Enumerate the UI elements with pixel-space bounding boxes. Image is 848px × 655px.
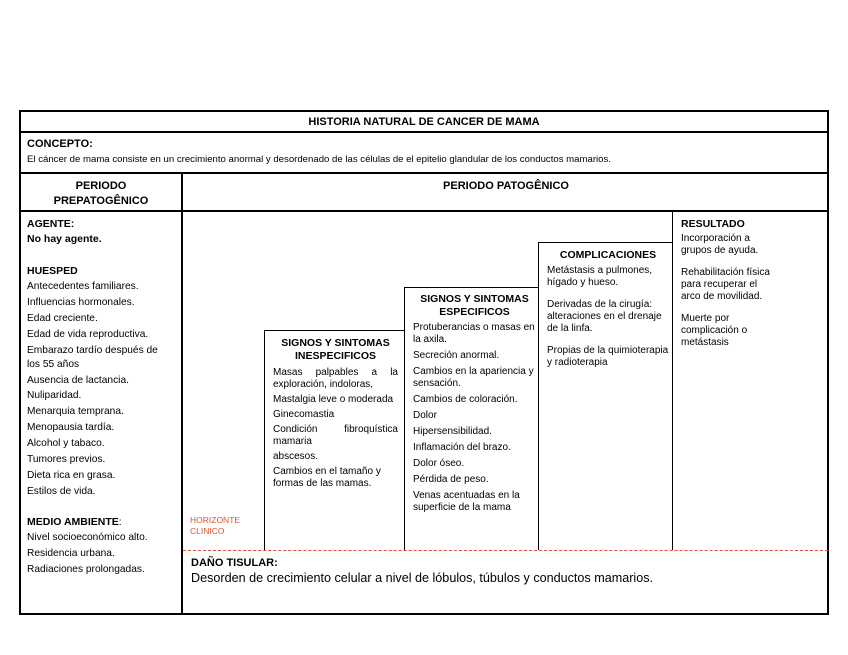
stair-line	[538, 242, 539, 550]
page-title: HISTORIA NATURAL DE CANCER DE MAMA	[308, 116, 540, 128]
agente-value: No hay agente.	[27, 233, 102, 245]
medio-list	[27, 530, 179, 578]
medio-ambiente-label	[27, 514, 179, 530]
especificos-section	[413, 293, 536, 514]
complicaciones-item: Metástasis a pulmones, hígado y hueso.	[547, 265, 653, 288]
huesped-item: Estilos de vida.	[27, 485, 96, 497]
huesped-item: los 55 años	[27, 358, 80, 370]
stair-line	[264, 330, 405, 331]
horizonte-line1: HORIZONTE	[190, 515, 241, 525]
stair-line	[404, 287, 539, 288]
resultado-item: Muerte por complicación o metástasis	[681, 313, 748, 348]
huesped-item: Influencias hormonales.	[27, 296, 135, 308]
huesped-list	[27, 279, 179, 500]
especificos-title-line2: ESPECIFICOS	[439, 306, 510, 318]
especificos-item: Cambios de coloración.	[413, 394, 518, 405]
inespecificos-title	[273, 337, 398, 363]
resultado-title: RESULTADO	[681, 218, 745, 230]
inespecificos-item: Condición fibroquística mamaria	[273, 424, 398, 447]
huesped-item: Ausencia de lactancia.	[27, 374, 129, 386]
column-divider	[181, 172, 183, 615]
stair-line	[672, 210, 673, 550]
especificos-title-line1: SIGNOS Y SINTOMAS	[420, 293, 529, 305]
huesped-label: HUESPED	[27, 265, 78, 277]
prepatogenico-header-line2: PREPATOGÊNICO	[53, 195, 149, 207]
concepto-text: El cáncer de mama consiste en un crecimiento anormal y desordenado de las células de el epitelio glandular de los conductos mamarios.	[27, 154, 611, 165]
divider	[19, 172, 829, 174]
resultado-section	[681, 218, 771, 349]
especificos-item: Dolor óseo.	[413, 458, 465, 469]
huesped-item: Alcohol y tabaco.	[27, 438, 105, 450]
complicaciones-item: Derivadas de la cirugía: alteraciones en el drenaje de la linfa.	[547, 299, 662, 334]
concepto-section	[27, 138, 827, 165]
medio-label: MEDIO AMBIENTE	[27, 515, 119, 528]
huesped-item: Antecedentes familiares.	[27, 281, 139, 292]
horizonte-clinico-label	[190, 515, 240, 537]
stair-line	[264, 330, 265, 550]
prepatogenico-content	[27, 217, 179, 578]
huesped-item: Tumores previos.	[27, 454, 106, 466]
medio-item: Nivel socioeconómico alto.	[27, 531, 148, 543]
especificos-item: Secreción anormal.	[413, 350, 500, 361]
agente-label: AGENTE:	[27, 218, 75, 230]
medio-colon: :	[118, 515, 122, 528]
resultado-item: Incorporación a grupos de ayuda.	[681, 233, 759, 256]
especificos-title	[413, 293, 536, 319]
inespecificos-item: abscesos.	[273, 451, 319, 462]
resultado-item: Rehabilitación física para recuperar el arco de movilidad.	[681, 267, 770, 302]
especificos-item: Dolor	[413, 410, 437, 421]
huesped-item: Edad creciente.	[27, 312, 98, 324]
inespecificos-item: Ginecomastia	[273, 409, 335, 420]
prepatogenico-header	[21, 179, 181, 209]
especificos-item: Hipersensibilidad.	[413, 426, 492, 437]
complicaciones-section	[547, 249, 669, 369]
complicaciones-title: COMPLICACIONES	[559, 249, 657, 261]
huesped-item: Nuliparidad.	[27, 390, 82, 402]
complicaciones-item: Propias de la quimioterapia y radioterapia	[547, 345, 669, 368]
huesped-item: Menopausia tardía.	[27, 422, 115, 434]
especificos-item: Pérdida de peso.	[413, 474, 489, 485]
huesped-item: Menarquia temprana.	[27, 406, 124, 418]
inespecificos-item: Mastalgia leve o moderada	[273, 394, 394, 405]
concepto-label: CONCEPTO:	[27, 138, 93, 150]
divider	[19, 210, 829, 212]
medio-item: Radiaciones prolongadas.	[27, 563, 145, 575]
dano-tisular-section	[191, 557, 821, 585]
inespecificos-title-line1: SIGNOS Y SINTOMAS	[281, 337, 390, 349]
especificos-item: Inflamación del brazo.	[413, 442, 511, 453]
dano-tisular-label: DAÑO TISULAR:	[191, 557, 278, 569]
inespecificos-section	[273, 337, 398, 490]
stair-line	[538, 242, 673, 243]
dano-tisular-text: Desorden de crecimiento celular a nivel de lóbulos, túbulos y conductos mamarios.	[191, 571, 654, 585]
inespecificos-title-line2: INESPECIFICOS	[294, 350, 377, 362]
huesped-item: Dieta rica en grasa.	[27, 469, 116, 481]
medio-item: Residencia urbana.	[27, 547, 115, 559]
especificos-item: Cambios en la apariencia y sensación.	[413, 366, 534, 389]
inespecificos-item: Masas palpables a la exploración, indoloras,	[273, 367, 398, 390]
huesped-item: Edad de vida reproductiva.	[27, 328, 149, 340]
especificos-item: Protuberancias o masas en la axila.	[413, 322, 535, 345]
patogenico-header: PERIODO PATOGÊNICO	[443, 180, 569, 192]
especificos-item: Venas acentuadas en la superficie de la mama	[413, 490, 520, 513]
prepatogenico-header-line1: PERIODO	[75, 180, 127, 192]
inespecificos-item: Cambios en el tamaño y formas de las mamas.	[273, 466, 381, 489]
horizonte-line2: CLINICO	[190, 526, 225, 536]
huesped-item: Embarazo tardío después de	[27, 344, 158, 356]
horizonte-clinico-line	[183, 550, 828, 551]
stair-line	[404, 287, 405, 550]
divider	[19, 131, 829, 133]
